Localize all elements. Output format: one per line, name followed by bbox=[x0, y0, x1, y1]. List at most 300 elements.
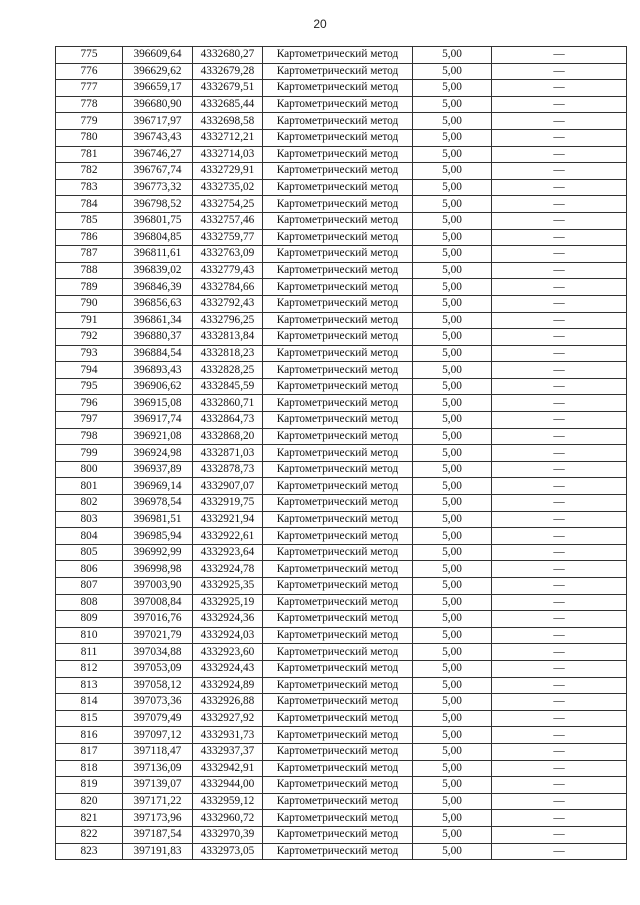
point-number-cell: 797 bbox=[56, 412, 123, 429]
table-row bbox=[56, 329, 627, 346]
point-number-cell: 780 bbox=[56, 129, 123, 146]
note-cell: — bbox=[492, 843, 627, 860]
note-cell: — bbox=[492, 710, 627, 727]
point-number-cell: 815 bbox=[56, 710, 123, 727]
table-row bbox=[56, 544, 627, 561]
table-row bbox=[56, 80, 627, 97]
accuracy-cell: 5,00 bbox=[413, 262, 492, 279]
note-cell: — bbox=[492, 329, 627, 346]
accuracy-cell: 5,00 bbox=[413, 212, 492, 229]
accuracy-cell: 5,00 bbox=[413, 478, 492, 495]
table-row bbox=[56, 445, 627, 462]
accuracy-cell: 5,00 bbox=[413, 511, 492, 528]
accuracy-cell: 5,00 bbox=[413, 578, 492, 595]
table-row bbox=[56, 478, 627, 495]
x-coordinate-cell: 396906,62 bbox=[123, 378, 193, 395]
y-coordinate-cell: 4332868,20 bbox=[193, 428, 263, 445]
method-cell: Картометрический метод bbox=[263, 644, 413, 661]
y-coordinate-cell: 4332735,02 bbox=[193, 179, 263, 196]
y-coordinate-cell: 4332680,27 bbox=[193, 47, 263, 64]
point-number-cell: 806 bbox=[56, 561, 123, 578]
method-cell: Картометрический метод bbox=[263, 611, 413, 628]
method-cell: Картометрический метод bbox=[263, 760, 413, 777]
method-cell: Картометрический метод bbox=[263, 660, 413, 677]
x-coordinate-cell: 397187,54 bbox=[123, 826, 193, 843]
note-cell: — bbox=[492, 810, 627, 827]
table-row bbox=[56, 644, 627, 661]
point-number-cell: 803 bbox=[56, 511, 123, 528]
note-cell: — bbox=[492, 212, 627, 229]
table-row bbox=[56, 826, 627, 843]
y-coordinate-cell: 4332763,09 bbox=[193, 246, 263, 263]
y-coordinate-cell: 4332921,94 bbox=[193, 511, 263, 528]
y-coordinate-cell: 4332878,73 bbox=[193, 461, 263, 478]
method-cell: Картометрический метод bbox=[263, 528, 413, 545]
x-coordinate-cell: 397171,22 bbox=[123, 793, 193, 810]
point-number-cell: 795 bbox=[56, 378, 123, 395]
method-cell: Картометрический метод bbox=[263, 594, 413, 611]
table-row bbox=[56, 760, 627, 777]
x-coordinate-cell: 396937,89 bbox=[123, 461, 193, 478]
x-coordinate-cell: 396680,90 bbox=[123, 96, 193, 113]
accuracy-cell: 5,00 bbox=[413, 826, 492, 843]
method-cell: Картометрический метод bbox=[263, 743, 413, 760]
y-coordinate-cell: 4332685,44 bbox=[193, 96, 263, 113]
note-cell: — bbox=[492, 611, 627, 628]
y-coordinate-cell: 4332828,25 bbox=[193, 362, 263, 379]
x-coordinate-cell: 397191,83 bbox=[123, 843, 193, 860]
note-cell: — bbox=[492, 644, 627, 661]
x-coordinate-cell: 396981,51 bbox=[123, 511, 193, 528]
method-cell: Картометрический метод bbox=[263, 163, 413, 180]
x-coordinate-cell: 396801,75 bbox=[123, 212, 193, 229]
accuracy-cell: 5,00 bbox=[413, 146, 492, 163]
x-coordinate-cell: 396856,63 bbox=[123, 295, 193, 312]
note-cell: — bbox=[492, 428, 627, 445]
note-cell: — bbox=[492, 826, 627, 843]
table-row bbox=[56, 561, 627, 578]
y-coordinate-cell: 4332907,07 bbox=[193, 478, 263, 495]
accuracy-cell: 5,00 bbox=[413, 760, 492, 777]
x-coordinate-cell: 396985,94 bbox=[123, 528, 193, 545]
x-coordinate-cell: 397058,12 bbox=[123, 677, 193, 694]
point-number-cell: 791 bbox=[56, 312, 123, 329]
table-row bbox=[56, 777, 627, 794]
note-cell: — bbox=[492, 179, 627, 196]
accuracy-cell: 5,00 bbox=[413, 445, 492, 462]
accuracy-cell: 5,00 bbox=[413, 378, 492, 395]
y-coordinate-cell: 4332937,37 bbox=[193, 743, 263, 760]
accuracy-cell: 5,00 bbox=[413, 80, 492, 97]
table-row bbox=[56, 179, 627, 196]
note-cell: — bbox=[492, 96, 627, 113]
table-row bbox=[56, 495, 627, 512]
table-row bbox=[56, 528, 627, 545]
point-number-cell: 782 bbox=[56, 163, 123, 180]
note-cell: — bbox=[492, 793, 627, 810]
note-cell: — bbox=[492, 660, 627, 677]
x-coordinate-cell: 396924,98 bbox=[123, 445, 193, 462]
point-number-cell: 813 bbox=[56, 677, 123, 694]
table-row bbox=[56, 295, 627, 312]
x-coordinate-cell: 396861,34 bbox=[123, 312, 193, 329]
method-cell: Картометрический метод bbox=[263, 279, 413, 296]
x-coordinate-cell: 397073,36 bbox=[123, 694, 193, 711]
y-coordinate-cell: 4332923,64 bbox=[193, 544, 263, 561]
point-number-cell: 807 bbox=[56, 578, 123, 595]
table-row bbox=[56, 611, 627, 628]
method-cell: Картометрический метод bbox=[263, 262, 413, 279]
note-cell: — bbox=[492, 295, 627, 312]
y-coordinate-cell: 4332712,21 bbox=[193, 129, 263, 146]
table-row bbox=[56, 727, 627, 744]
accuracy-cell: 5,00 bbox=[413, 229, 492, 246]
note-cell: — bbox=[492, 163, 627, 180]
point-number-cell: 805 bbox=[56, 544, 123, 561]
note-cell: — bbox=[492, 246, 627, 263]
point-number-cell: 787 bbox=[56, 246, 123, 263]
table-row bbox=[56, 262, 627, 279]
method-cell: Картометрический метод bbox=[263, 246, 413, 263]
accuracy-cell: 5,00 bbox=[413, 196, 492, 213]
table-row bbox=[56, 810, 627, 827]
accuracy-cell: 5,00 bbox=[413, 594, 492, 611]
accuracy-cell: 5,00 bbox=[413, 47, 492, 64]
y-coordinate-cell: 4332924,78 bbox=[193, 561, 263, 578]
accuracy-cell: 5,00 bbox=[413, 843, 492, 860]
note-cell: — bbox=[492, 594, 627, 611]
x-coordinate-cell: 396884,54 bbox=[123, 345, 193, 362]
x-coordinate-cell: 396893,43 bbox=[123, 362, 193, 379]
method-cell: Картометрический метод bbox=[263, 677, 413, 694]
y-coordinate-cell: 4332927,92 bbox=[193, 710, 263, 727]
method-cell: Картометрический метод bbox=[263, 694, 413, 711]
y-coordinate-cell: 4332959,12 bbox=[193, 793, 263, 810]
method-cell: Картометрический метод bbox=[263, 710, 413, 727]
y-coordinate-cell: 4332860,71 bbox=[193, 395, 263, 412]
point-number-cell: 819 bbox=[56, 777, 123, 794]
x-coordinate-cell: 396804,85 bbox=[123, 229, 193, 246]
point-number-cell: 810 bbox=[56, 627, 123, 644]
y-coordinate-cell: 4332759,77 bbox=[193, 229, 263, 246]
point-number-cell: 778 bbox=[56, 96, 123, 113]
note-cell: — bbox=[492, 146, 627, 163]
note-cell: — bbox=[492, 129, 627, 146]
y-coordinate-cell: 4332698,58 bbox=[193, 113, 263, 130]
point-number-cell: 785 bbox=[56, 212, 123, 229]
table-row bbox=[56, 279, 627, 296]
method-cell: Картометрический метод bbox=[263, 561, 413, 578]
x-coordinate-cell: 396921,08 bbox=[123, 428, 193, 445]
method-cell: Картометрический метод bbox=[263, 810, 413, 827]
y-coordinate-cell: 4332924,36 bbox=[193, 611, 263, 628]
point-number-cell: 786 bbox=[56, 229, 123, 246]
note-cell: — bbox=[492, 727, 627, 744]
y-coordinate-cell: 4332926,88 bbox=[193, 694, 263, 711]
method-cell: Картометрический метод bbox=[263, 229, 413, 246]
note-cell: — bbox=[492, 478, 627, 495]
x-coordinate-cell: 396811,61 bbox=[123, 246, 193, 263]
method-cell: Картометрический метод bbox=[263, 445, 413, 462]
y-coordinate-cell: 4332931,73 bbox=[193, 727, 263, 744]
note-cell: — bbox=[492, 777, 627, 794]
note-cell: — bbox=[492, 743, 627, 760]
point-number-cell: 821 bbox=[56, 810, 123, 827]
x-coordinate-cell: 397118,47 bbox=[123, 743, 193, 760]
accuracy-cell: 5,00 bbox=[413, 295, 492, 312]
method-cell: Картометрический метод bbox=[263, 47, 413, 64]
point-number-cell: 798 bbox=[56, 428, 123, 445]
x-coordinate-cell: 396746,27 bbox=[123, 146, 193, 163]
point-number-cell: 788 bbox=[56, 262, 123, 279]
y-coordinate-cell: 4332679,28 bbox=[193, 63, 263, 80]
table-row bbox=[56, 710, 627, 727]
point-number-cell: 809 bbox=[56, 611, 123, 628]
method-cell: Картометрический метод bbox=[263, 478, 413, 495]
x-coordinate-cell: 397097,12 bbox=[123, 727, 193, 744]
method-cell: Картометрический метод bbox=[263, 777, 413, 794]
accuracy-cell: 5,00 bbox=[413, 561, 492, 578]
note-cell: — bbox=[492, 561, 627, 578]
accuracy-cell: 5,00 bbox=[413, 163, 492, 180]
method-cell: Картометрический метод bbox=[263, 378, 413, 395]
accuracy-cell: 5,00 bbox=[413, 660, 492, 677]
note-cell: — bbox=[492, 229, 627, 246]
y-coordinate-cell: 4332924,89 bbox=[193, 677, 263, 694]
accuracy-cell: 5,00 bbox=[413, 329, 492, 346]
y-coordinate-cell: 4332813,84 bbox=[193, 329, 263, 346]
accuracy-cell: 5,00 bbox=[413, 96, 492, 113]
table-row bbox=[56, 793, 627, 810]
point-number-cell: 776 bbox=[56, 63, 123, 80]
table-row bbox=[56, 96, 627, 113]
y-coordinate-cell: 4332754,25 bbox=[193, 196, 263, 213]
method-cell: Картометрический метод bbox=[263, 80, 413, 97]
method-cell: Картометрический метод bbox=[263, 627, 413, 644]
table-row bbox=[56, 47, 627, 64]
method-cell: Картометрический метод bbox=[263, 312, 413, 329]
note-cell: — bbox=[492, 677, 627, 694]
x-coordinate-cell: 396743,43 bbox=[123, 129, 193, 146]
y-coordinate-cell: 4332922,61 bbox=[193, 528, 263, 545]
method-cell: Картометрический метод bbox=[263, 196, 413, 213]
table-row bbox=[56, 428, 627, 445]
accuracy-cell: 5,00 bbox=[413, 727, 492, 744]
point-number-cell: 808 bbox=[56, 594, 123, 611]
method-cell: Картометрический метод bbox=[263, 295, 413, 312]
page-number: 20 bbox=[313, 17, 327, 31]
point-number-cell: 801 bbox=[56, 478, 123, 495]
x-coordinate-cell: 397034,88 bbox=[123, 644, 193, 661]
note-cell: — bbox=[492, 461, 627, 478]
table-row bbox=[56, 578, 627, 595]
point-number-cell: 811 bbox=[56, 644, 123, 661]
y-coordinate-cell: 4332923,60 bbox=[193, 644, 263, 661]
y-coordinate-cell: 4332970,39 bbox=[193, 826, 263, 843]
x-coordinate-cell: 396629,62 bbox=[123, 63, 193, 80]
table-row bbox=[56, 129, 627, 146]
note-cell: — bbox=[492, 279, 627, 296]
point-number-cell: 802 bbox=[56, 495, 123, 512]
y-coordinate-cell: 4332845,59 bbox=[193, 378, 263, 395]
note-cell: — bbox=[492, 362, 627, 379]
table-row bbox=[56, 594, 627, 611]
note-cell: — bbox=[492, 378, 627, 395]
x-coordinate-cell: 396798,52 bbox=[123, 196, 193, 213]
note-cell: — bbox=[492, 495, 627, 512]
x-coordinate-cell: 396998,98 bbox=[123, 561, 193, 578]
note-cell: — bbox=[492, 445, 627, 462]
point-number-cell: 790 bbox=[56, 295, 123, 312]
x-coordinate-cell: 397053,09 bbox=[123, 660, 193, 677]
y-coordinate-cell: 4332729,91 bbox=[193, 163, 263, 180]
point-number-cell: 793 bbox=[56, 345, 123, 362]
x-coordinate-cell: 396839,02 bbox=[123, 262, 193, 279]
accuracy-cell: 5,00 bbox=[413, 63, 492, 80]
accuracy-cell: 5,00 bbox=[413, 644, 492, 661]
accuracy-cell: 5,00 bbox=[413, 312, 492, 329]
table-row bbox=[56, 113, 627, 130]
note-cell: — bbox=[492, 528, 627, 545]
y-coordinate-cell: 4332796,25 bbox=[193, 312, 263, 329]
y-coordinate-cell: 4332757,46 bbox=[193, 212, 263, 229]
point-number-cell: 781 bbox=[56, 146, 123, 163]
y-coordinate-cell: 4332792,43 bbox=[193, 295, 263, 312]
note-cell: — bbox=[492, 395, 627, 412]
y-coordinate-cell: 4332779,43 bbox=[193, 262, 263, 279]
accuracy-cell: 5,00 bbox=[413, 362, 492, 379]
x-coordinate-cell: 397079,49 bbox=[123, 710, 193, 727]
method-cell: Картометрический метод bbox=[263, 362, 413, 379]
method-cell: Картометрический метод bbox=[263, 212, 413, 229]
table-row bbox=[56, 345, 627, 362]
x-coordinate-cell: 396717,97 bbox=[123, 113, 193, 130]
method-cell: Картометрический метод bbox=[263, 428, 413, 445]
table-row bbox=[56, 511, 627, 528]
x-coordinate-cell: 396773,32 bbox=[123, 179, 193, 196]
note-cell: — bbox=[492, 113, 627, 130]
accuracy-cell: 5,00 bbox=[413, 793, 492, 810]
table-row bbox=[56, 743, 627, 760]
accuracy-cell: 5,00 bbox=[413, 113, 492, 130]
x-coordinate-cell: 397173,96 bbox=[123, 810, 193, 827]
point-number-cell: 775 bbox=[56, 47, 123, 64]
point-number-cell: 814 bbox=[56, 694, 123, 711]
y-coordinate-cell: 4332924,03 bbox=[193, 627, 263, 644]
x-coordinate-cell: 396767,74 bbox=[123, 163, 193, 180]
point-number-cell: 800 bbox=[56, 461, 123, 478]
accuracy-cell: 5,00 bbox=[413, 129, 492, 146]
table-row bbox=[56, 312, 627, 329]
accuracy-cell: 5,00 bbox=[413, 611, 492, 628]
method-cell: Картометрический метод bbox=[263, 96, 413, 113]
table-row bbox=[56, 395, 627, 412]
x-coordinate-cell: 397139,07 bbox=[123, 777, 193, 794]
method-cell: Картометрический метод bbox=[263, 395, 413, 412]
point-number-cell: 818 bbox=[56, 760, 123, 777]
table-row bbox=[56, 212, 627, 229]
note-cell: — bbox=[492, 694, 627, 711]
y-coordinate-cell: 4332944,00 bbox=[193, 777, 263, 794]
table-row bbox=[56, 63, 627, 80]
method-cell: Картометрический метод bbox=[263, 63, 413, 80]
point-number-cell: 816 bbox=[56, 727, 123, 744]
note-cell: — bbox=[492, 80, 627, 97]
note-cell: — bbox=[492, 196, 627, 213]
y-coordinate-cell: 4332925,19 bbox=[193, 594, 263, 611]
note-cell: — bbox=[492, 760, 627, 777]
accuracy-cell: 5,00 bbox=[413, 743, 492, 760]
y-coordinate-cell: 4332818,23 bbox=[193, 345, 263, 362]
note-cell: — bbox=[492, 47, 627, 64]
point-number-cell: 789 bbox=[56, 279, 123, 296]
method-cell: Картометрический метод bbox=[263, 412, 413, 429]
table-row bbox=[56, 196, 627, 213]
note-cell: — bbox=[492, 627, 627, 644]
table-row bbox=[56, 412, 627, 429]
table-row bbox=[56, 146, 627, 163]
accuracy-cell: 5,00 bbox=[413, 627, 492, 644]
note-cell: — bbox=[492, 262, 627, 279]
y-coordinate-cell: 4332925,35 bbox=[193, 578, 263, 595]
table-row bbox=[56, 378, 627, 395]
method-cell: Картометрический метод bbox=[263, 329, 413, 346]
x-coordinate-cell: 396846,39 bbox=[123, 279, 193, 296]
coordinates-table-body bbox=[56, 47, 627, 860]
method-cell: Картометрический метод bbox=[263, 129, 413, 146]
accuracy-cell: 5,00 bbox=[413, 246, 492, 263]
point-number-cell: 779 bbox=[56, 113, 123, 130]
y-coordinate-cell: 4332973,05 bbox=[193, 843, 263, 860]
table-row bbox=[56, 660, 627, 677]
accuracy-cell: 5,00 bbox=[413, 710, 492, 727]
x-coordinate-cell: 396915,08 bbox=[123, 395, 193, 412]
method-cell: Картометрический метод bbox=[263, 461, 413, 478]
method-cell: Картометрический метод bbox=[263, 727, 413, 744]
point-number-cell: 796 bbox=[56, 395, 123, 412]
y-coordinate-cell: 4332679,51 bbox=[193, 80, 263, 97]
table-row bbox=[56, 461, 627, 478]
point-number-cell: 822 bbox=[56, 826, 123, 843]
x-coordinate-cell: 397016,76 bbox=[123, 611, 193, 628]
accuracy-cell: 5,00 bbox=[413, 428, 492, 445]
table-row bbox=[56, 163, 627, 180]
method-cell: Картометрический метод bbox=[263, 179, 413, 196]
note-cell: — bbox=[492, 544, 627, 561]
x-coordinate-cell: 397021,79 bbox=[123, 627, 193, 644]
note-cell: — bbox=[492, 345, 627, 362]
x-coordinate-cell: 396917,74 bbox=[123, 412, 193, 429]
table-row bbox=[56, 229, 627, 246]
table-row bbox=[56, 694, 627, 711]
accuracy-cell: 5,00 bbox=[413, 528, 492, 545]
method-cell: Картометрический метод bbox=[263, 511, 413, 528]
note-cell: — bbox=[492, 63, 627, 80]
method-cell: Картометрический метод bbox=[263, 544, 413, 561]
table-row bbox=[56, 843, 627, 860]
point-number-cell: 792 bbox=[56, 329, 123, 346]
x-coordinate-cell: 396880,37 bbox=[123, 329, 193, 346]
x-coordinate-cell: 396969,14 bbox=[123, 478, 193, 495]
x-coordinate-cell: 397136,09 bbox=[123, 760, 193, 777]
table-row bbox=[56, 627, 627, 644]
point-number-cell: 799 bbox=[56, 445, 123, 462]
y-coordinate-cell: 4332871,03 bbox=[193, 445, 263, 462]
y-coordinate-cell: 4332924,43 bbox=[193, 660, 263, 677]
accuracy-cell: 5,00 bbox=[413, 694, 492, 711]
coordinates-table bbox=[55, 46, 627, 860]
accuracy-cell: 5,00 bbox=[413, 345, 492, 362]
